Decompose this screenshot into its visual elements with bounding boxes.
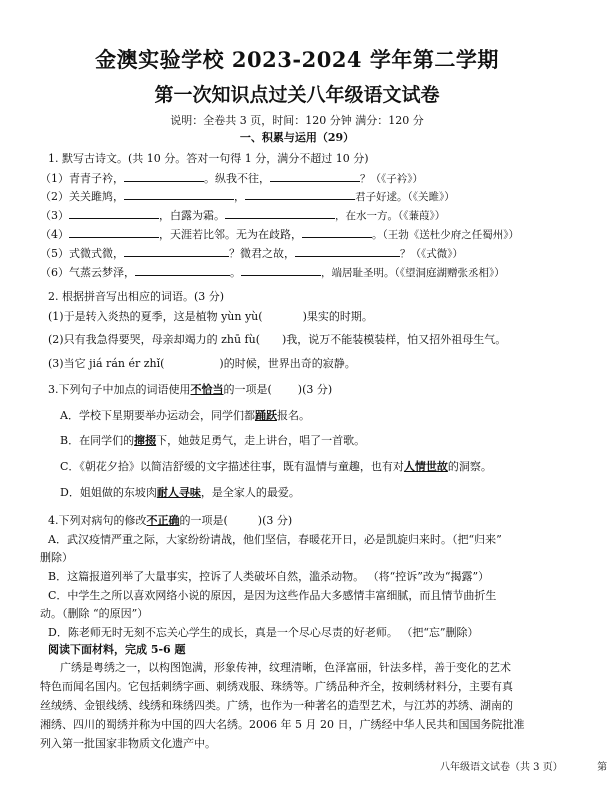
line-part: D．姐姐做的东坡肉 [60,486,157,499]
answer-blank[interactable] [270,170,360,182]
line-part: )我，说万不能装模装样，怕又招外祖母生气。 [282,333,507,346]
line-part: 。 [230,266,241,279]
line-part: 关关雎鸠， [69,190,124,203]
q4-option-c: C．中学生之所以喜欢网络小说的原因，是因为这些作品大多感情丰富细腻，而且情节曲折生 [48,589,497,602]
q4-option-a-cont: 删除） [40,551,73,564]
q4-option-a: A．武汉疫情严重之际，大家纷纷请战，他们坚信，春暖花开日，必是凯旋归来时。（把“归来” [48,533,502,546]
q4-option-c-cont: 动。（删除 “的原因”） [40,607,149,620]
marked-word: 踊跃 [254,409,277,422]
reading-line: 列入第一批国家非物质文化遗产中。 [40,737,216,750]
q1-line-4 [40,226,519,242]
item-number: （2） [40,190,69,203]
line-part: 青青子衿， [69,172,124,185]
item-number: （1） [40,172,69,185]
exam-instructions: 说明：全卷共 3 页，时间：120 分钟 满分：120 分 [170,114,424,127]
line-part: ？（《式微》） [400,248,463,260]
answer-blank[interactable] [295,245,400,257]
line-part: )的时候，世界出奇的寂静。 [219,357,356,370]
answer-blank[interactable] [225,207,335,219]
q4-option-b: B．这篇报道列举了大量事实，控诉了人类破坏自然，滥杀动物。 （将“控诉”改为“揭露”） [48,570,490,583]
q2-line-3 [48,357,356,371]
line-part: ，天涯若比邻。无为在歧路， [159,228,302,241]
line-part: )(3 分) [257,514,293,527]
line-part: ？微君之故， [229,247,295,260]
answer-blank[interactable] [124,170,204,182]
line-part: (2)只有我急得要哭，母亲却竭力的 zhū fù( [48,333,260,346]
line-part: 君子好逑。（《关雎》） [355,191,455,203]
answer-blank[interactable] [245,188,355,200]
line-part: )果实的时期。 [302,310,373,323]
line-part: C．《朝花夕拾》以简洁舒缓的文字描述往事，既有温情与童趣，也有对 [60,460,404,473]
answer-blank[interactable] [69,226,159,238]
q1-line-3 [40,207,445,223]
line-part: A．学校下星期要举办运动会，同学们都 [60,409,255,422]
reading-line: 广绣是粤绣之一，以构图饱满，形象传神，纹理清晰，色泽富丽，针法多样，善于变化的艺术 [60,661,511,674]
q1-line-5 [40,245,463,261]
reading-line: 特色而闻名国内。它包括刺绣字画、刺绣戏服、珠绣等。广绣品种齐全，按刺绣材料分，主要有真 [40,680,513,693]
q1-line-2 [40,188,455,204]
line-part: ，是全家人的最爱。 [200,486,300,499]
line-part: 的洞察。 [447,460,492,473]
line-part: 式微式微， [69,247,124,260]
q3-option-a [60,409,310,423]
item-number: （3） [40,209,69,222]
line-part: ，白露为霜。 [159,209,225,222]
section-heading: 一、积累与运用（29） [239,131,355,144]
line-part: ？（《子衿》） [360,173,423,185]
line-part: 4.下列对病句的修改 [48,514,147,527]
emphasis: 不正确 [146,514,180,527]
marked-word: 撺掇 [134,434,157,447]
line-part: ，端居耻圣明。（《望洞庭湖赠张丞相》） [321,267,505,279]
q4-stem [48,514,292,528]
item-number: （5） [40,247,69,260]
line-part: (1)于是转入炎热的夏季，这是植物 yùn yù( [48,310,263,323]
marked-word: 人情世故 [403,460,448,473]
reading-heading: 阅读下面材料，完成 5-6 题 [48,643,186,656]
line-part: 3.下列句子中加点的词语使用 [48,383,191,396]
line-part: 。（王勃《送杜少府之任蜀州》） [372,229,519,241]
answer-blank[interactable] [124,245,229,257]
line-part: 报名。 [276,409,310,422]
line-part: 气蒸云梦泽， [69,266,135,279]
page-footer [440,758,607,773]
line-part: ，在水一方。（《蒹葭》） [335,210,446,222]
reading-line: 丝绒绣、金银线绣、线绣和珠绣四类。广绣，也作为一种著名的造型艺术，与江苏的苏绣、湖南的 [40,699,513,712]
q2-stem: 2. 根据拼音写出相应的词语。(3 分) [48,290,225,303]
q1-stem: 1. 默写古诗文。(共 10 分。答对一句得 1 分，满分不超过 10 分) [48,152,369,165]
q2-line-2 [48,333,506,347]
line-part: ， [234,190,245,203]
q3-stem [48,383,332,397]
line-part: 。纵我不往， [204,172,270,185]
answer-blank[interactable] [135,264,230,276]
item-number: （4） [40,228,69,241]
answer-blank[interactable] [302,226,372,238]
exam-title: 金澳实验学校 2023-2024 学年第二学期 [95,47,499,72]
footer-label: 八年级语文试卷（共 3 页） [440,762,563,773]
q3-option-b [60,434,365,448]
q2-line-1 [48,310,373,324]
line-part: B．在同学们的 [60,434,135,447]
q1-line-6 [40,264,505,280]
footer-page: 第 [597,762,607,773]
reading-line: 湘绣、四川的蜀绣并称为中国的四大名绣。2006 年 5 月 20 日，广绣经中华人民共和国国务院批准 [40,718,525,731]
q3-option-c [60,460,492,474]
answer-blank[interactable] [69,207,159,219]
answer-blank[interactable] [124,188,234,200]
line-part: 的一项是( [223,383,272,396]
line-part: (3)当它 jiá rán ér zhǐ( [48,357,165,370]
line-part: 下，她鼓足勇气，走上讲台，唱了一首歌。 [156,434,366,447]
emphasis: 不恰当 [190,383,224,396]
q3-option-d [60,486,300,500]
marked-word: 耐人寻味 [156,486,201,499]
q4-option-d: D．陈老师无时无刻不忘关心学生的成长，真是一个尽心尽责的好老师。 （把“忘”删除） [48,626,479,639]
line-part: 的一项是( [179,514,228,527]
item-number: （6） [40,266,69,279]
answer-blank[interactable] [241,264,321,276]
exam-subtitle: 第一次知识点过关八年级语文试卷 [154,84,440,106]
line-part: )(3 分) [297,383,333,396]
q1-line-1 [40,170,423,186]
